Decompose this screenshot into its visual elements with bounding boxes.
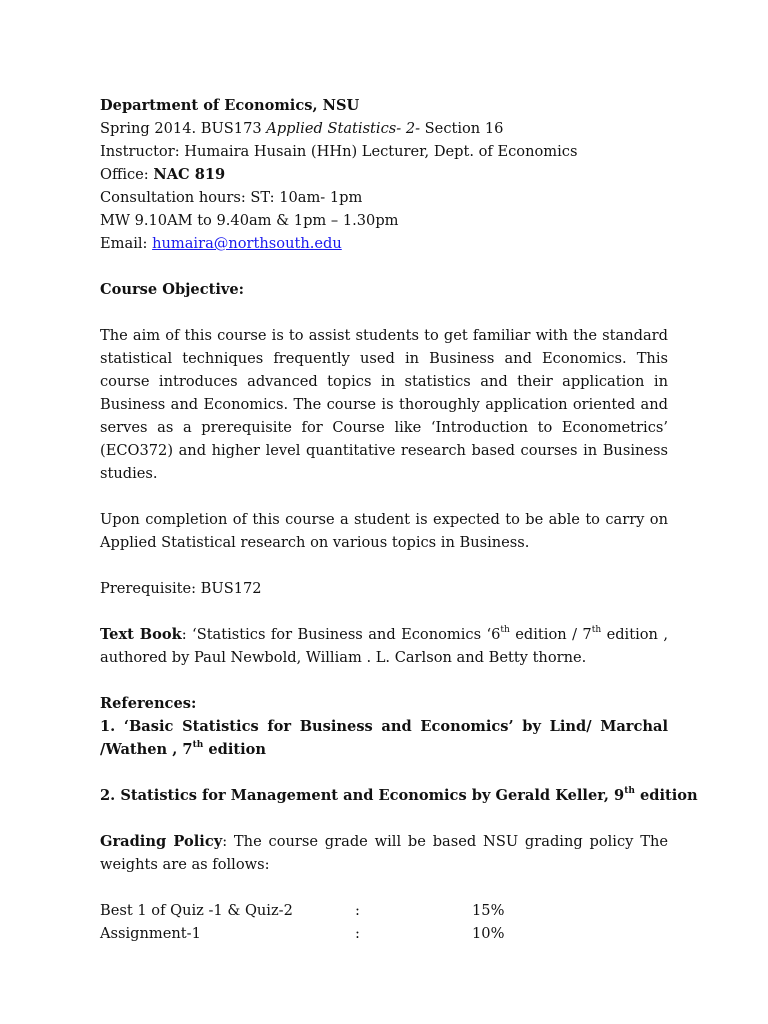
textbook-paragraph: Text Book: ‘Statistics for Business and Economics ‘6th edition / 7th edition , authored by Paul Newbold, William . L. Carlson and Betty thorne. — [100, 625, 669, 666]
office-line: Office: NAC 819 — [100, 166, 226, 183]
course-objective-heading: Course Objective: — [100, 281, 245, 298]
objective-paragraph: The aim of this course is to assist students to get familiar with the standard statistical techniques frequently used in Business and Economics. This course introduces advanced topics in statistics and their application in Business and Economics. The course is thoroughly application oriented and serves as a prerequisite for Course like ‘Introduction to Econometrics’ (ECO372) and higher level quantitative research based courses in Business studies. — [100, 327, 668, 482]
prerequisite-line: Prerequisite: BUS172 — [100, 580, 262, 597]
grading-item-name: Best 1 of Quiz -1 & Quiz-2 — [100, 902, 293, 919]
email-link[interactable]: humaira@northsouth.edu — [152, 235, 342, 252]
grading-item-weight: 10% — [472, 925, 505, 942]
grading-row — [100, 899, 668, 922]
grading-item-weight: 15% — [472, 902, 505, 919]
grading-row — [100, 922, 668, 945]
consultation-line-2: MW 9.10AM to 9.40am & 1pm – 1.30pm — [100, 212, 399, 229]
grading-policy-paragraph: Grading Policy: The course grade will be based NSU grading policy The weights are as follows: — [100, 833, 668, 873]
grading-item-separator: : — [355, 902, 360, 919]
reference-item-2: 2. Statistics for Management and Economics by Gerald Keller, 9th edition — [100, 786, 698, 804]
email-line: Email: humaira@northsouth.edu — [100, 235, 342, 252]
department-heading: Department of Economics, NSU — [100, 97, 360, 114]
textbook-label: Text Book — [100, 626, 182, 643]
consultation-line: Consultation hours: ST: 10am- 1pm — [100, 189, 363, 206]
course-title: Applied Statistics- 2- — [266, 120, 421, 137]
grading-policy-label: Grading Policy — [100, 833, 223, 850]
reference-item-1: 1. ‘Basic Statistics for Business and Economics’ by Lind/ Marchal /Wathen , 7th edition — [100, 718, 668, 758]
syllabus-body — [100, 94, 698, 945]
grading-item-name: Assignment-1 — [100, 925, 201, 942]
course-line: Spring 2014. BUS173 Applied Statistics- 2- Section 16 — [100, 120, 504, 137]
grading-table — [100, 899, 668, 945]
instructor-line: Instructor: Humaira Husain (HHn) Lecturer, Dept. of Economics — [100, 143, 578, 160]
grading-item-separator: : — [355, 925, 360, 942]
outcome-paragraph: Upon completion of this course a student is expected to be able to carry on Applied Statistical research on various topics in Business. — [100, 511, 668, 551]
references-heading: References: — [100, 695, 197, 712]
